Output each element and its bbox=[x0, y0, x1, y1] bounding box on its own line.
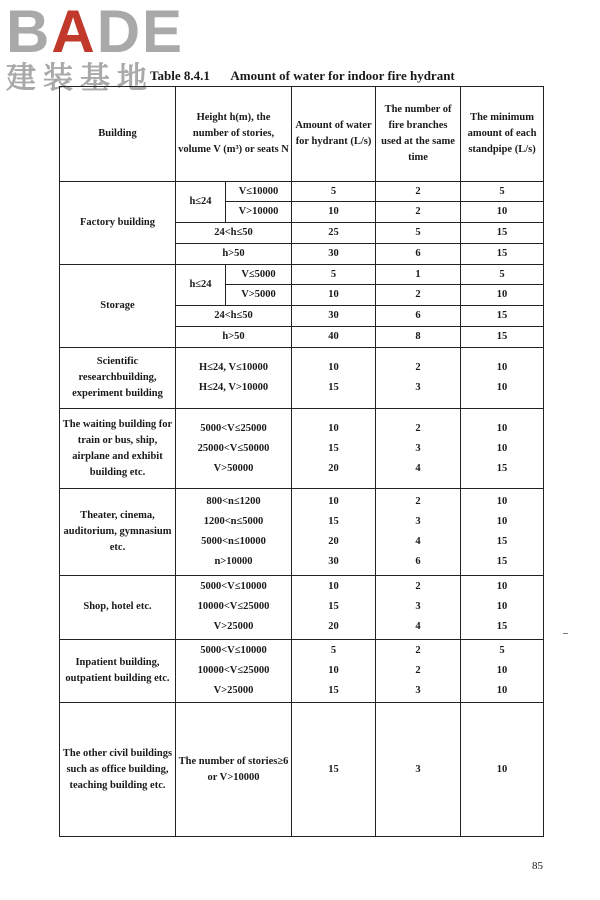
header-row bbox=[60, 87, 544, 182]
table-caption bbox=[150, 68, 455, 84]
amount-cell: 40 bbox=[292, 326, 376, 347]
branches-cell: 2 bbox=[376, 285, 461, 306]
branches-cell bbox=[376, 409, 461, 489]
condition-line: 5000<n≤10000 bbox=[201, 536, 266, 548]
value-line: 15 bbox=[496, 556, 508, 568]
value-line: 10 bbox=[496, 422, 508, 434]
value-line: 15 bbox=[496, 536, 508, 548]
amount-cell bbox=[292, 409, 376, 489]
condition-line: V>25000 bbox=[213, 685, 254, 696]
condition-line: 10000<V≤25000 bbox=[197, 664, 270, 676]
value-line: 20 bbox=[328, 462, 339, 474]
value-line: 15 bbox=[328, 685, 339, 696]
condition-line: 10000<V≤25000 bbox=[197, 601, 270, 613]
value-line: 20 bbox=[328, 621, 339, 633]
condition-line: 1200<n≤5000 bbox=[203, 515, 264, 527]
value-line: 10 bbox=[496, 685, 508, 696]
minimum-cell: 15 bbox=[461, 306, 544, 327]
condition-line: V>25000 bbox=[213, 621, 254, 633]
branches-cell: 6 bbox=[376, 243, 461, 264]
value-line: 3 bbox=[415, 515, 421, 527]
minimum-cell bbox=[461, 575, 544, 639]
height-condition: h>50 bbox=[176, 326, 292, 347]
value-line: 10 bbox=[328, 422, 339, 434]
value-line: 10 bbox=[328, 580, 339, 592]
height-condition: h≤24 bbox=[176, 264, 226, 306]
table-number: Table 8.4.1 bbox=[150, 68, 210, 83]
value-line: 6 bbox=[415, 556, 421, 568]
value-line: 10 bbox=[496, 580, 508, 592]
condition-line: n>10000 bbox=[214, 556, 253, 568]
amount-cell bbox=[292, 639, 376, 703]
value-line: 15 bbox=[328, 381, 339, 393]
value-line: 10 bbox=[496, 361, 508, 373]
building-name: Inpatient building, outpatient building etc. bbox=[60, 639, 176, 703]
watermark-brand: BADE bbox=[6, 0, 185, 65]
branches-cell: 6 bbox=[376, 306, 461, 327]
value-line: 30 bbox=[328, 556, 339, 568]
amount-cell bbox=[292, 575, 376, 639]
value-line: 15 bbox=[328, 601, 339, 613]
amount-cell: 25 bbox=[292, 223, 376, 244]
building-name: Scientific researchbuilding, experiment building bbox=[60, 347, 176, 409]
minimum-cell: 10 bbox=[461, 202, 544, 223]
minimum-cell bbox=[461, 347, 544, 409]
table-row bbox=[60, 639, 544, 703]
height-condition bbox=[176, 575, 292, 639]
branches-cell bbox=[376, 347, 461, 409]
condition-line: 25000<V≤50000 bbox=[197, 442, 270, 454]
header-minimum: The minimum amount of each standpipe (L/s) bbox=[461, 87, 544, 182]
value-line: 2 bbox=[415, 361, 421, 373]
sub-condition: V≤10000 bbox=[226, 181, 292, 202]
branches-cell: 2 bbox=[376, 202, 461, 223]
value-line: 2 bbox=[415, 580, 421, 592]
amount-cell: 30 bbox=[292, 243, 376, 264]
height-condition bbox=[176, 409, 292, 489]
value-line: 10 bbox=[496, 601, 508, 613]
value-line: 10 bbox=[328, 361, 339, 373]
value-line: 15 bbox=[496, 621, 508, 633]
minimum-cell: 5 bbox=[461, 264, 544, 285]
condition-line: V>50000 bbox=[213, 462, 254, 474]
height-condition bbox=[176, 347, 292, 409]
height-condition: 24<h≤50 bbox=[176, 223, 292, 244]
branches-cell bbox=[376, 575, 461, 639]
table-row bbox=[60, 575, 544, 639]
condition-line: H≤24, V>10000 bbox=[198, 381, 269, 393]
amount-cell: 10 bbox=[292, 202, 376, 223]
value-line: 2 bbox=[415, 495, 421, 507]
amount-cell: 10 bbox=[292, 285, 376, 306]
table-row bbox=[60, 264, 544, 285]
height-condition: h>50 bbox=[176, 243, 292, 264]
minimum-cell bbox=[461, 639, 544, 703]
value-line: 3 bbox=[415, 442, 421, 454]
table-row bbox=[60, 409, 544, 489]
value-line: 10 bbox=[496, 515, 508, 527]
table-row bbox=[60, 181, 544, 202]
condition-line: 5000<V≤25000 bbox=[200, 422, 267, 434]
value-line: 10 bbox=[328, 495, 339, 507]
value-line: 10 bbox=[496, 664, 508, 676]
value-line: 3 bbox=[415, 685, 421, 696]
building-name: Shop, hotel etc. bbox=[60, 575, 176, 639]
branches-cell bbox=[376, 639, 461, 703]
condition-line: 800<n≤1200 bbox=[206, 495, 261, 507]
amount-cell bbox=[292, 489, 376, 575]
value-line: 4 bbox=[415, 462, 421, 474]
minimum-cell: 10 bbox=[461, 703, 544, 837]
building-name: The waiting building for train or bus, ship, airplane and exhibit building etc. bbox=[60, 409, 176, 489]
value-line: 2 bbox=[415, 644, 421, 656]
value-line: 4 bbox=[415, 621, 421, 633]
watermark-subtitle: 建装基地 bbox=[6, 61, 154, 96]
branches-cell: 3 bbox=[376, 703, 461, 837]
sub-condition: V≤5000 bbox=[226, 264, 292, 285]
value-line: 2 bbox=[415, 422, 421, 434]
value-line: 3 bbox=[415, 381, 421, 393]
page-number: 85 bbox=[532, 860, 543, 872]
value-line: 15 bbox=[328, 515, 339, 527]
value-line: 15 bbox=[328, 442, 339, 454]
value-line: 5 bbox=[499, 644, 505, 656]
value-line: 15 bbox=[496, 462, 508, 474]
minimum-cell bbox=[461, 409, 544, 489]
branches-cell: 8 bbox=[376, 326, 461, 347]
condition-line: 5000<V≤10000 bbox=[200, 644, 267, 656]
value-line: 10 bbox=[328, 664, 339, 676]
sub-condition: V>10000 bbox=[226, 202, 292, 223]
value-line: 3 bbox=[415, 601, 421, 613]
table-row bbox=[60, 703, 544, 837]
amount-cell: 15 bbox=[292, 703, 376, 837]
building-name: Factory building bbox=[60, 181, 176, 264]
height-condition bbox=[176, 489, 292, 575]
branches-cell bbox=[376, 489, 461, 575]
table-row bbox=[60, 489, 544, 575]
value-line: 10 bbox=[496, 442, 508, 454]
condition-line: 5000<V≤10000 bbox=[200, 580, 267, 592]
amount-cell: 30 bbox=[292, 306, 376, 327]
building-name: Theater, cinema, auditorium, gymnasium etc. bbox=[60, 489, 176, 575]
value-line: 4 bbox=[415, 536, 421, 548]
amount-cell: 5 bbox=[292, 181, 376, 202]
fire-hydrant-table bbox=[59, 86, 544, 837]
amount-cell bbox=[292, 347, 376, 409]
value-line: 5 bbox=[330, 644, 337, 656]
header-amount: Amount of water for hydrant (L/s) bbox=[292, 87, 376, 182]
minimum-cell bbox=[461, 489, 544, 575]
value-line: 10 bbox=[496, 381, 508, 393]
header-height: Height h(m), the number of stories, volume V (m³) or seats N bbox=[176, 87, 292, 182]
condition-line: H≤24, V≤10000 bbox=[198, 361, 269, 373]
height-condition: The number of stories≥6 or V>10000 bbox=[176, 703, 292, 837]
table-row bbox=[60, 347, 544, 409]
header-building: Building bbox=[60, 87, 176, 182]
header-branches: The number of fire branches used at the same time bbox=[376, 87, 461, 182]
height-condition: 24<h≤50 bbox=[176, 306, 292, 327]
amount-cell: 5 bbox=[292, 264, 376, 285]
building-name: The other civil buildings such as office building, teaching building etc. bbox=[60, 703, 176, 837]
minimum-cell: 5 bbox=[461, 181, 544, 202]
minimum-cell: 15 bbox=[461, 326, 544, 347]
value-line: 20 bbox=[328, 536, 339, 548]
branches-cell: 5 bbox=[376, 223, 461, 244]
scan-mark bbox=[563, 633, 568, 634]
value-line: 10 bbox=[496, 495, 508, 507]
table-title: Amount of water for indoor fire hydrant bbox=[230, 68, 455, 83]
branches-cell: 2 bbox=[376, 181, 461, 202]
height-condition: h≤24 bbox=[176, 181, 226, 223]
value-line: 2 bbox=[415, 664, 421, 676]
minimum-cell: 15 bbox=[461, 243, 544, 264]
branches-cell: 1 bbox=[376, 264, 461, 285]
building-name: Storage bbox=[60, 264, 176, 347]
minimum-cell: 10 bbox=[461, 285, 544, 306]
minimum-cell: 15 bbox=[461, 223, 544, 244]
sub-condition: V>5000 bbox=[226, 285, 292, 306]
height-condition bbox=[176, 639, 292, 703]
